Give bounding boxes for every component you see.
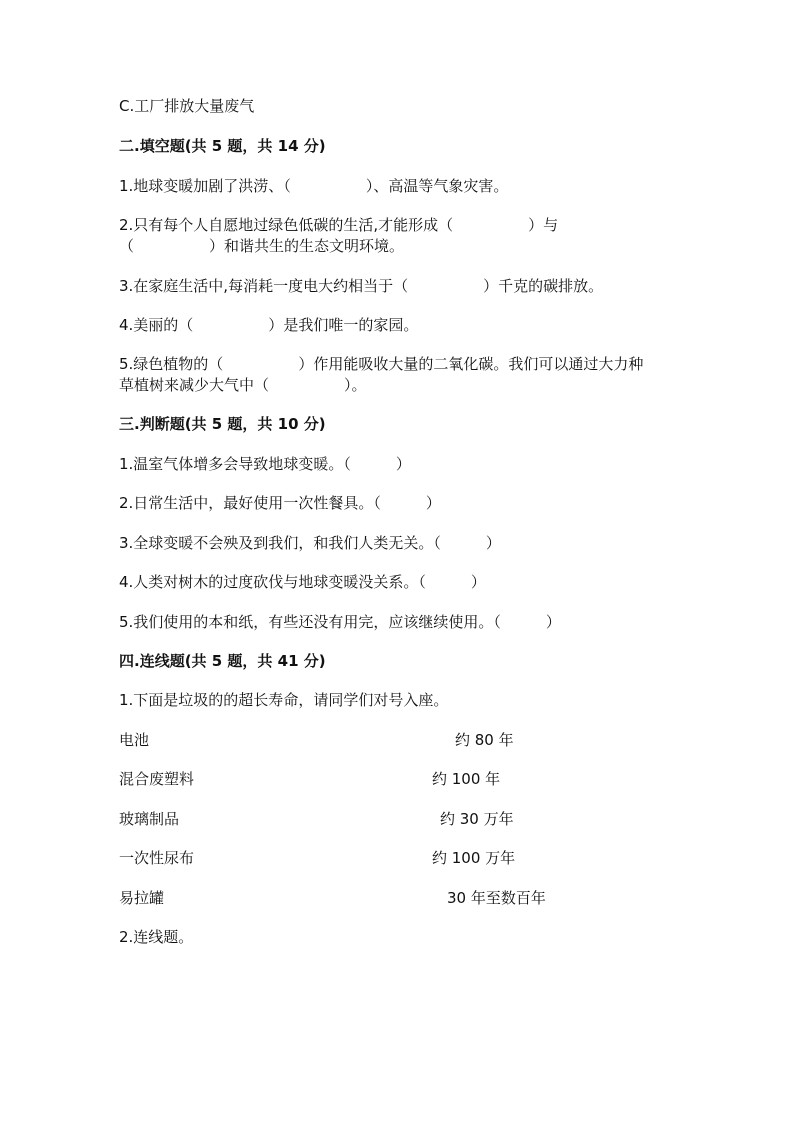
judge-question-3: 3.全球变暖不会殃及到我们，和我们人类无关。（ ）: [119, 534, 501, 552]
option-c: C.工厂排放大量废气: [119, 97, 255, 115]
fill-question-5-line-1: 5.绿色植物的（ ）作用能吸收大量的二氧化碳。我们可以通过大力种: [119, 355, 644, 373]
fill-question-1: 1.地球变暖加剧了洪涝、（ ）、高温等气象灾害。: [119, 177, 509, 195]
match-lifespan: 约 30 万年: [440, 810, 514, 828]
fill-question-2-line-2: （ ）和谐共生的生态文明环境。: [119, 237, 405, 255]
section-4-heading: 四.连线题(共 5 题，共 41 分): [119, 652, 326, 670]
match-lifespan: 约 80 年: [455, 731, 514, 749]
fill-question-5-line-2: 草植树来减少大气中（ ）。: [119, 376, 367, 394]
judge-question-2: 2.日常生活中，最好使用一次性餐具。（ ）: [119, 494, 441, 512]
match-item: 电池: [119, 731, 150, 749]
judge-question-4: 4.人类对树木的过度砍伐与地球变暖没关系。（ ）: [119, 573, 486, 591]
match-item: 玻璃制品: [119, 810, 180, 828]
fill-question-2-line-1: 2.只有每个人自愿地过绿色低碳的生活,才能形成（ ）与: [119, 216, 559, 234]
fill-question-4: 4.美丽的（ ）是我们唯一的家园。: [119, 316, 419, 334]
match-lifespan: 30 年至数百年: [447, 889, 546, 907]
judge-question-5: 5.我们使用的本和纸，有些还没有用完，应该继续使用。（ ）: [119, 613, 561, 631]
judge-question-1: 1.温室气体增多会导致地球变暖。（ ）: [119, 455, 411, 473]
fill-question-3: 3.在家庭生活中,每消耗一度电大约相当于（ ）千克的碳排放。: [119, 277, 604, 295]
match-lifespan: 约 100 年: [432, 770, 501, 788]
section-3-heading: 三.判断题(共 5 题，共 10 分): [119, 415, 326, 433]
match-question-2: 2.连线题。: [119, 928, 194, 946]
section-2-heading: 二.填空题(共 5 题，共 14 分): [119, 137, 326, 155]
match-item: 易拉罐: [119, 889, 165, 907]
match-item: 混合废塑料: [119, 770, 195, 788]
match-item: 一次性尿布: [119, 849, 195, 867]
match-lifespan: 约 100 万年: [432, 849, 516, 867]
match-question-1: 1.下面是垃圾的的超长寿命，请同学们对号入座。: [119, 691, 449, 709]
